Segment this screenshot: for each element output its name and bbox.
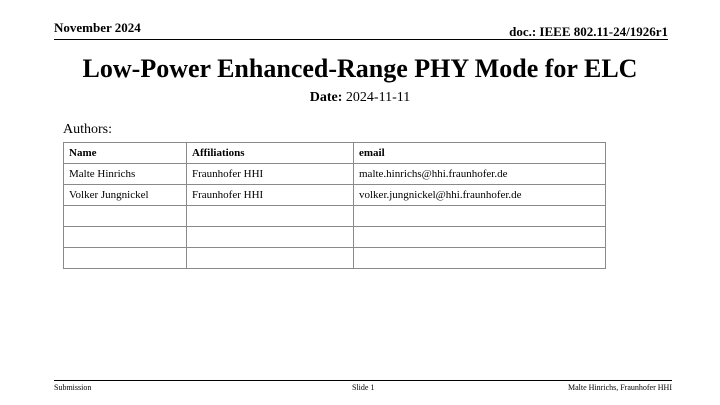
column-header-affiliations: Affiliations: [187, 143, 354, 164]
column-header-name: Name: [64, 143, 187, 164]
table-row: [64, 227, 606, 248]
header-doc-id: doc.: IEEE 802.11-24/1926r1: [509, 24, 668, 39]
date-label: Date:: [309, 90, 343, 105]
author-email: [354, 227, 606, 248]
author-name: Malte Hinrichs: [64, 164, 187, 185]
author-affiliation: [187, 248, 354, 269]
author-affiliation: Fraunhofer HHI: [187, 185, 354, 206]
author-email: [354, 206, 606, 227]
header-date: November 2024: [54, 20, 141, 35]
table-row: [64, 248, 606, 269]
slide-title: Low-Power Enhanced-Range PHY Mode for ELC: [82, 54, 638, 83]
column-header-email: email: [354, 143, 606, 164]
date-value: 2024-11-11: [345, 90, 411, 105]
author-affiliation: [187, 206, 354, 227]
author-name: Volker Jungnickel: [64, 185, 187, 206]
author-affiliation: Fraunhofer HHI: [187, 164, 354, 185]
table-row: [64, 185, 606, 206]
author-email: [354, 248, 606, 269]
author-email: malte.hinrichs@hhi.fraunhofer.de: [354, 164, 606, 185]
table-header-row: [64, 143, 606, 164]
author-affiliation: [187, 227, 354, 248]
date-line: [0, 90, 720, 106]
footer-slide-number: Slide 1: [352, 383, 375, 392]
footer-divider: [54, 380, 672, 381]
authors-label: Authors:: [63, 122, 112, 137]
author-name: [64, 227, 187, 248]
table-row: [64, 164, 606, 185]
header-divider: [54, 39, 668, 40]
author-name: [64, 248, 187, 269]
author-name: [64, 206, 187, 227]
authors-table: [63, 142, 606, 269]
footer-author: Malte Hinrichs, Fraunhofer HHI: [568, 383, 672, 392]
table-row: [64, 206, 606, 227]
footer-submission: Submission: [54, 383, 92, 392]
author-email: volker.jungnickel@hhi.fraunhofer.de: [354, 185, 606, 206]
